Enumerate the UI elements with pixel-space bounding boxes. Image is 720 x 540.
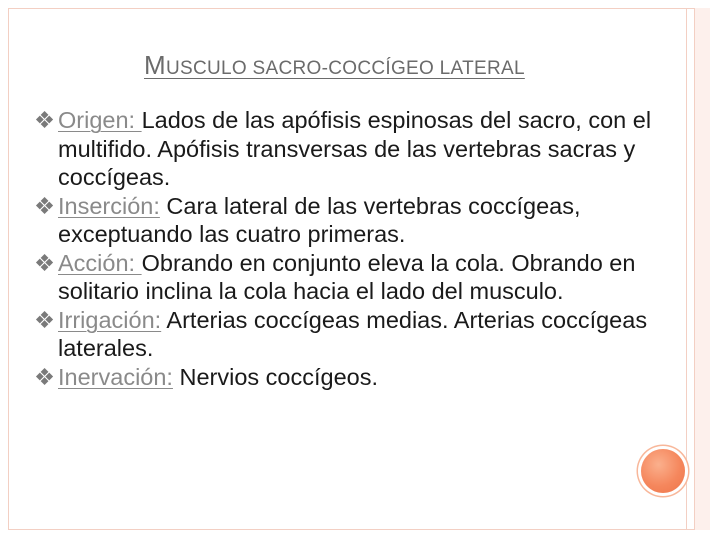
slide-content (34, 106, 674, 391)
diamond-bullet-icon: ❖ (34, 249, 56, 276)
title-initial: M (144, 50, 166, 80)
diamond-bullet-icon: ❖ (34, 306, 56, 333)
item-text: Nervios coccígeos. (172, 363, 379, 390)
item-label: Acción: (58, 249, 142, 276)
diamond-bullet-icon: ❖ (34, 363, 56, 390)
item-label: Origen: (58, 107, 142, 133)
item-text: Lados de las apófisis espinosas del sacro, con el multifido. Apófisis transversas de las vertebras sacras y coccígeas. (58, 107, 652, 190)
bullet-item-origen (34, 106, 674, 192)
title-rest: USCULO SACRO-COCCÍGEO LATERAL (165, 58, 525, 79)
item-label: Irrigación: (58, 306, 162, 333)
diamond-bullet-icon: ❖ (34, 107, 56, 133)
bullet-item-irrigacion (34, 306, 674, 363)
bullet-item-accion (34, 249, 674, 306)
bullet-item-insercion (34, 192, 674, 249)
item-text: Cara lateral de las vertebras coccígeas, exceptuando las cuatro primeras. (58, 192, 581, 247)
slide-title (144, 50, 525, 81)
diamond-bullet-icon: ❖ (34, 192, 56, 219)
bullet-item-inervacion (34, 363, 674, 392)
frame-inner-line (686, 8, 687, 530)
item-text: Obrando en conjunto eleva la cola. Obrando en solitario inclina la cola hacia el lado del musculo. (58, 249, 636, 304)
item-text: Arterias coccígeas medias. Arterias coccígeas laterales. (58, 306, 648, 361)
frame-side-strip (694, 8, 710, 530)
item-label: Inervación: (58, 363, 173, 390)
item-label: Inserción: (58, 192, 160, 219)
decorative-circle-icon (641, 449, 685, 493)
